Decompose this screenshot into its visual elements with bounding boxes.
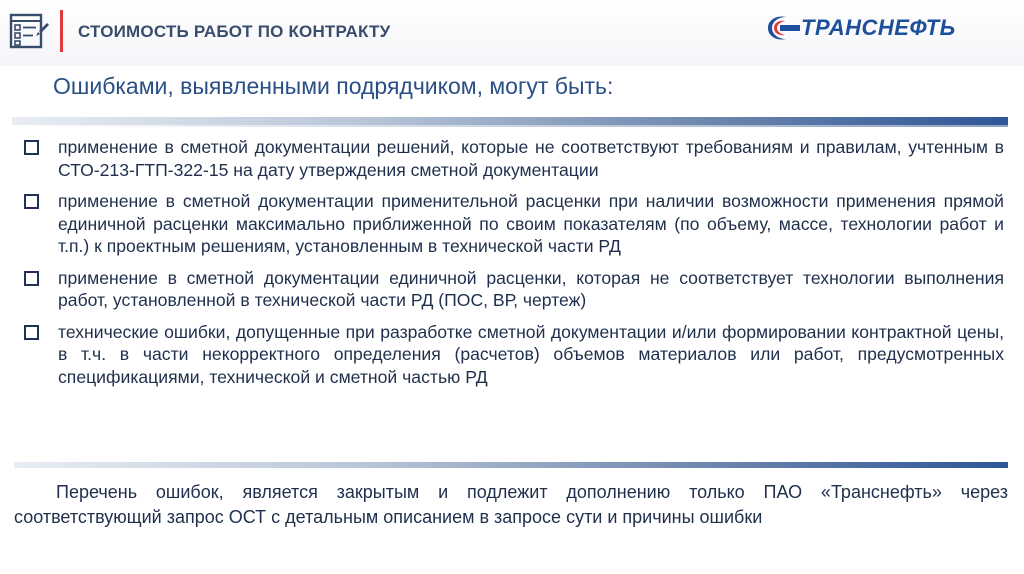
top-divider-line	[12, 125, 1008, 127]
list-item	[20, 136, 1004, 181]
header-title: СТОИМОСТЬ РАБОТ ПО КОНТРАКТУ	[78, 22, 391, 41]
list-item	[20, 321, 1004, 389]
document-checklist-icon	[9, 11, 49, 51]
transneft-logo-icon	[764, 13, 800, 43]
logo-text: ТРАНСНЕФТЬ	[801, 15, 956, 40]
checkbox-square-icon	[24, 325, 39, 340]
company-logo	[764, 13, 956, 43]
list-item	[20, 190, 1004, 258]
checkbox-square-icon	[24, 194, 39, 209]
bullet-text: применение в сметной документации применительной расценки при наличии возможности применения прямой единичной расценки максимально приближенной по своим показателям (по объему, массе, технологии работ и т.п.) к проектным решениям, установленным в технической части РД	[58, 191, 1004, 256]
bullet-text: технические ошибки, допущенные при разработке сметной документации и/или формировании контрактной цены, в т.ч. в части некорректного определения (расчетов) объемов материалов или работ, предусмотренных спецификациями, технической и сметной частью РД	[58, 321, 1004, 387]
checkbox-square-icon	[24, 140, 39, 155]
top-divider-bar	[12, 117, 1008, 125]
checkbox-square-icon	[24, 271, 39, 286]
header-accent-divider	[60, 10, 63, 52]
bullet-list	[20, 136, 1004, 397]
bottom-divider-bar	[14, 462, 1008, 468]
bullet-text: применение в сметной документации единичной расценки, которая не соответствует технологии выполнения работ, установленной в технической части РД (ПОС, ВР, чертеж)	[58, 267, 1004, 310]
slide-subtitle: Ошибками, выявленными подрядчиком, могут быть:	[53, 73, 614, 99]
slide-header	[0, 0, 1024, 66]
bullet-text: применение в сметной документации решений, которые не соответствуют требованиям и правилам, учтенным в СТО-213-ГТП-322-15 на дату утверждения сметной документации	[58, 137, 1004, 180]
list-item	[20, 267, 1004, 312]
footer-note: Перечень ошибок, является закрытым и подлежит дополнению только ПАО «Транснефть» через соответствующий запрос ОСТ с детальным описанием в запросе сути и причины ошибки	[14, 482, 1008, 527]
